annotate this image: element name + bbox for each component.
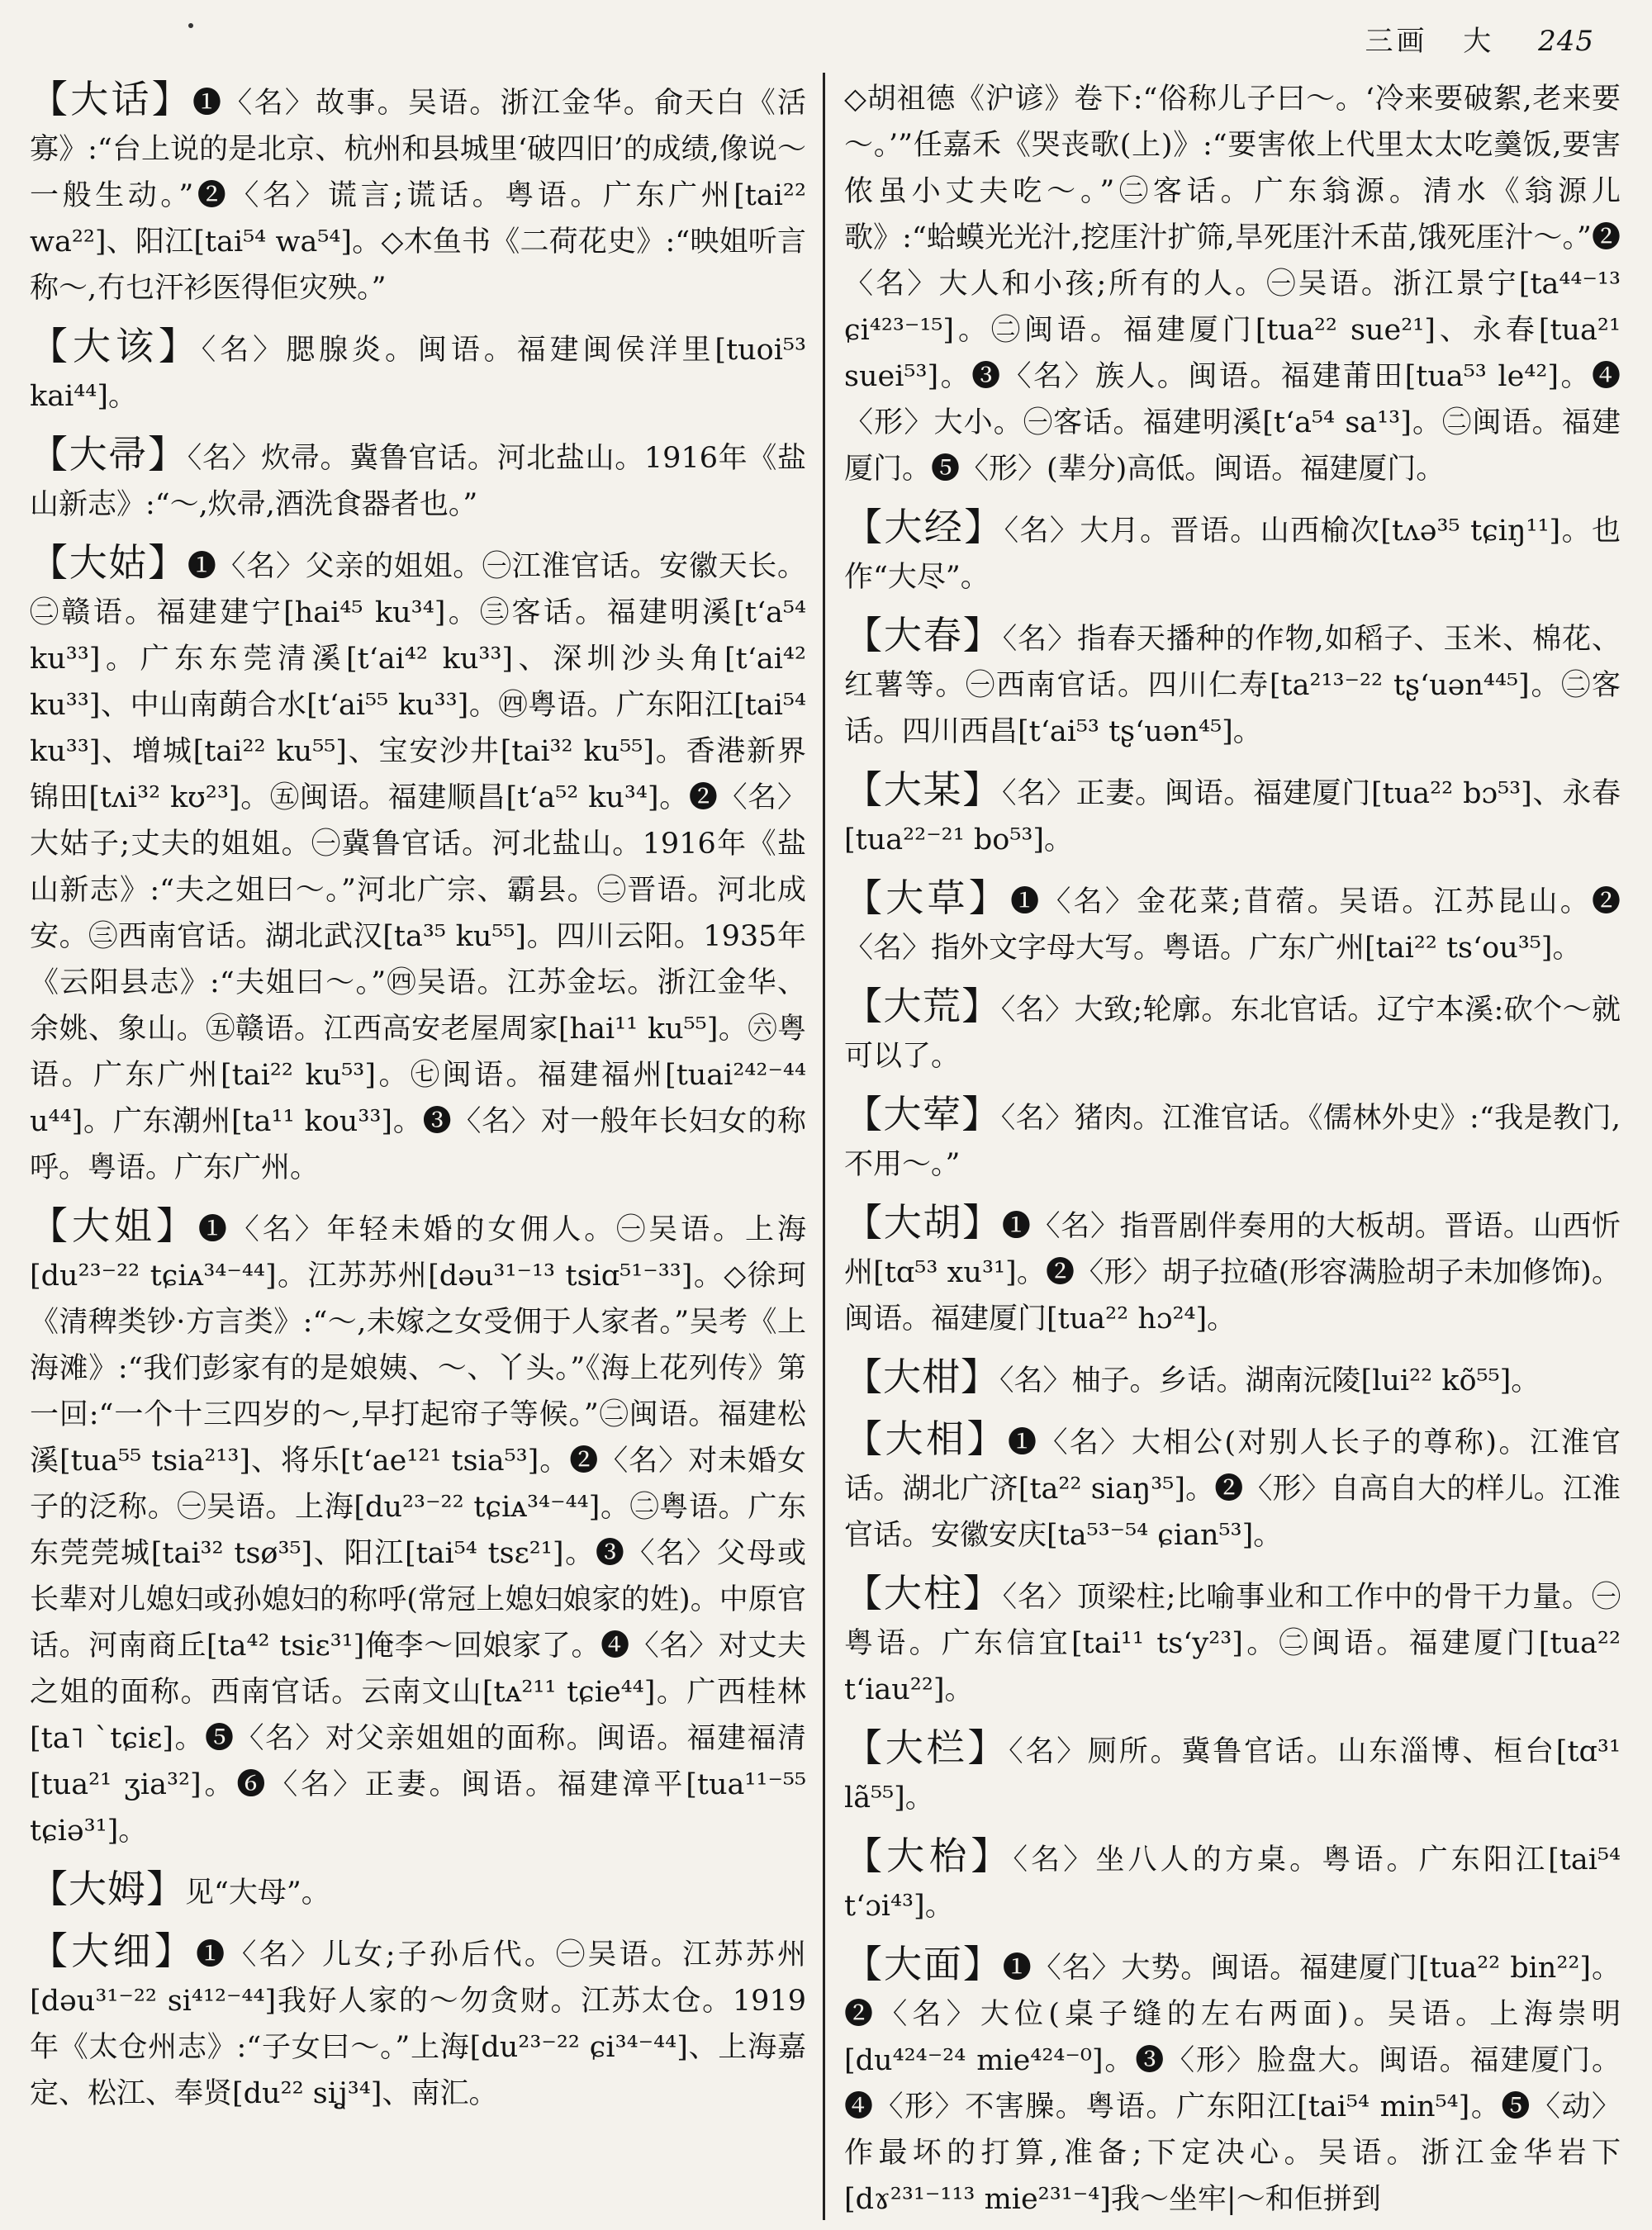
definition: 〈名〉厕所。冀鲁官话。山东淄博、桓台[tɑ³¹ lã⁵⁵]。 [844, 1735, 1621, 1815]
entry [844, 1354, 1621, 1404]
definition: ❶〈名〉年轻未婚的女佣人。㊀吴语。上海[du²³⁻²² tɕiᴀ³⁴⁻⁴⁴]。江苏苏州[dəu³¹⁻¹³ tsiɑ⁵¹⁻³³]。◇徐珂《清稗类钞·方言类》:“～,未嫁之女受佣于人家者。”吴考《上海滩》:“我们彭家有的是娘姨、～、丫头。”《海上花列传》第一回:“一个十三四岁的～,早打起帘子等候。”㊁闽语。福建松溪[tua⁵⁵ tsia²¹³]、将乐[t‘ae¹²¹ tsia⁵³]。❷〈名〉对未婚女子的泛称。㊀吴语。上海[du²³⁻²² tɕiᴀ³⁴⁻⁴⁴]。㊁粤语。广东东莞莞城[tai³² tsø³⁵]、阳江[tai⁵⁴ tsɛ²¹]。❸〈名〉父母或长辈对儿媳妇或孙媳妇的称呼(常冠上媳妇娘家的姓)。中原官话。河南商丘[ta⁴² tsiɛ³¹]俺李～回娘家了。❹〈名〉对丈夫之姐的面称。西南官话。云南文山[tᴀ²¹¹ tɕie⁴⁴]。广西桂林[ta˥ ˋtɕiɛ]。❺〈名〉对父亲姐姐的面称。闽语。福建福清[tua²¹ ʒia³²]。❻〈名〉正妻。闽语。福建漳平[tua¹¹⁻⁵⁵ tɕiə³¹]。 [30, 1213, 806, 1848]
definition: 〈名〉炊帚。冀鲁官话。河北盐山。1916年《盐山新志》:“～,炊帚,酒洗食器者也。” [30, 442, 806, 521]
headword: 【大草】 [844, 875, 1011, 920]
headword: 【大某】 [844, 767, 1002, 812]
entry [30, 323, 806, 420]
left-column [30, 76, 806, 2215]
definition: ❶〈名〉大相公(对别人长子的尊称)。江淮官话。湖北广济[ta²² siaŋ³⁵]。❷〈形〉自高自大的样儿。江淮官话。安徽安庆[ta⁵³⁻⁵⁴ ɕian⁵³]。 [844, 1426, 1621, 1552]
entry [30, 76, 806, 311]
entry [30, 1928, 806, 2117]
headword: 【大栏】 [844, 1725, 1009, 1770]
definition: 〈名〉猪肉。江淮官话。《儒林外史》:“我是教门,不用～。” [844, 1102, 1621, 1181]
headword: 【大面】 [844, 1942, 1003, 1986]
entry [30, 431, 806, 528]
headword: 【大帚】 [30, 432, 188, 477]
headword: 【大柑】 [844, 1355, 999, 1399]
definition: ❶〈名〉父亲的姐姐。㊀江淮官话。安徽天长。㊁赣语。福建建宁[hai⁴⁵ ku³⁴]。㊂客话。福建明溪[t‘a⁵⁴ ku³³]。广东东莞清溪[t‘ai⁴² ku³³]、深圳沙头角[t‘ai⁴² ku³³]、中山南蓢合水[t‘ai⁵⁵ ku³³]。㊃粤语。广东阳江[tai⁵⁴ ku³³]、增城[tai²² ku⁵⁵]、宝安沙井[tai³² ku⁵⁵]。香港新界锦田[tʌi³² kʊ²³]。㊄闽语。福建顺昌[t‘a⁵² ku³⁴]。❷〈名〉大姑子;丈夫的姐姐。㊀冀鲁官话。河北盐山。1916年《盐山新志》:“夫之姐曰～。”河北广宗、霸县。㊁晋语。河北成安。㊂西南官话。湖北武汉[ta³⁵ ku⁵⁵]。四川云阳。1935年《云阳县志》:“夫姐曰～。”㊃吴语。江苏金坛。浙江金华、余姚、象山。㊄赣语。江西高安老屋周家[hai¹¹ ku⁵⁵]。㊅粤语。广东广州[tai²² ku⁵³]。㊆闽语。福建福州[tuai²⁴²⁻⁴⁴ u⁴⁴]。广东潮州[ta¹¹ kou³³]。❸〈名〉对一般年长妇女的称呼。粤语。广东广州。 [30, 550, 806, 1184]
header-section: 三画 [1365, 25, 1428, 58]
definition: 〈名〉顶梁柱;比喻事业和工作中的骨干力量。㊀粤语。广东信宜[tai¹¹ ts‘y²³]。㊁闽语。福建厦门[tua²² t‘iau²²]。 [844, 1581, 1621, 1706]
entry [844, 1570, 1621, 1713]
entry [844, 1416, 1621, 1559]
definition: 〈名〉大月。晋语。山西榆次[tʌə³⁵ tɕiŋ¹¹]。也作“大尽”。 [844, 515, 1621, 594]
entry [844, 1833, 1621, 1929]
definition: 〈名〉大致;轮廓。东北官话。辽宁本溪:砍个～就可以了。 [844, 994, 1621, 1073]
definition: 〈名〉腮腺炎。闽语。福建闽侯洋里[tuoi⁵³ kai⁴⁴]。 [30, 334, 806, 413]
definition: 〈名〉指春天播种的作物,如稻子、玉米、棉花、红薯等。㊀西南官话。四川仁寿[ta²¹³⁻²² tʂ‘uən⁴⁴⁵]。㊁客话。四川西昌[t‘ai⁵³ tʂ‘uən⁴⁵]。 [844, 623, 1621, 748]
column-divider [823, 73, 825, 2220]
definition: 〈名〉坐八人的方桌。粤语。广东阳江[tai⁵⁴ t‘ɔi⁴³]。 [844, 1843, 1621, 1923]
headword: 【大话】 [30, 77, 193, 121]
page-number: 245 [1538, 25, 1594, 58]
right-column [844, 76, 1621, 2215]
page-header [1365, 18, 1594, 59]
entry [844, 875, 1621, 971]
headword: 【大柱】 [844, 1571, 1003, 1616]
entry [844, 1199, 1621, 1342]
headword: 【大姐】 [30, 1203, 198, 1248]
header-char: 大 [1463, 25, 1495, 58]
page-dot [188, 23, 193, 28]
headword: 【大姆】 [30, 1867, 185, 1911]
headword: 【大胡】 [844, 1200, 1002, 1245]
entry [844, 766, 1621, 863]
definition: ❶〈名〉金花菜;苜蓿。吴语。江苏昆山。❷〈名〉指外文字母大写。粤语。广东广州[tai²² ts‘ou³⁵]。 [844, 885, 1621, 965]
entry [844, 612, 1621, 755]
entry [844, 1941, 1621, 2215]
definition: 〈名〉正妻。闽语。福建厦门[tua²² bɔ⁵³]、永春[tua²²⁻²¹ bo⁵³]。 [844, 777, 1621, 856]
entry [30, 539, 806, 1191]
entry [30, 1203, 806, 1854]
definition: ❶〈名〉故事。吴语。浙江金华。俞天白《活寡》:“台上说的是北京、杭州和县城里‘破四旧’的成绩,像说～一般生动。”❷〈名〉谎言;谎话。粤语。广东广州[tai²² wa²²]、阳江[tai⁵⁴ wa⁵⁴]。◇木鱼书《二荷花史》:“映姐听言称～,冇乜汗衫医得佢灾殃。” [30, 87, 806, 305]
headword: 【大经】 [844, 505, 1004, 549]
continued-definition: ◇胡祖德《沪谚》卷下:“俗称儿子曰～。‘冷来要破絮,老来要～。’”任嘉禾《哭丧歌(上)》:“要害侬上代里太太吃羹饭,要害侬虽小丈夫吃～。”㊁客话。广东翁源。清水《翁源儿歌》:“蛤蟆光光汁,挖厓汁扩筛,旱死厓汁禾苗,饿死厓汁～。”❷〈名〉大人和小孩;所有的人。㊀吴语。浙江景宁[ta⁴⁴⁻¹³ ɕi⁴²³⁻¹⁵]。㊁闽语。福建厦门[tua²² sue²¹]、永春[tua²¹ suei⁵³]。❸〈名〉族人。闽语。福建莆田[tua⁵³ le⁴²]。❹〈形〉大小。㊀客话。福建明溪[t‘a⁵⁴ sa¹³]。㊁闽语。福建厦门。❺〈形〉(辈分)高低。闽语。福建厦门。 [844, 83, 1621, 486]
headword: 【大细】 [30, 1929, 197, 1973]
headword: 【大荒】 [844, 984, 1001, 1028]
headword: 【大枱】 [844, 1834, 1014, 1878]
headword: 【大该】 [30, 324, 202, 368]
definition: ❶〈名〉大势。闽语。福建厦门[tua²² bin²²]。❷〈名〉大位(桌子缝的左右两面)。吴语。上海崇明[du⁴²⁴⁻²⁴ mie⁴²⁴⁻⁰]。❸〈形〉脸盘大。闽语。福建厦门。❹〈形〉不害臊。粤语。广东阳江[tai⁵⁴ min⁵⁴]。❺〈动〉作最坏的打算,准备;下定决心。吴语。浙江金华岩下[dɤ²³¹⁻¹¹³ mie²³¹⁻⁴]我～坐牢|～和佢拼到 [844, 1952, 1621, 2215]
entry [844, 504, 1621, 600]
headword: 【大春】 [844, 613, 1003, 657]
entry [844, 1725, 1621, 1821]
entry [844, 983, 1621, 1079]
entry [844, 1091, 1621, 1188]
definition: 〈名〉柚子。乡话。湖南沅陵[lui²² kõ⁵⁵]。 [999, 1364, 1540, 1397]
headword: 【大荤】 [844, 1092, 1001, 1136]
definition: ❶〈名〉儿女;子孙后代。㊀吴语。江苏苏州[dəu³¹⁻²² si⁴¹²⁻⁴⁴]我好人家的～勿贪财。江苏太仓。1919年《太仓州志》:“子女曰～。”上海[du²³⁻²² ɕi³⁴⁻⁴⁴]、上海嘉定、松江、奉贤[du²² siʝ³⁴]、南汇。 [30, 1938, 806, 2110]
headword: 【大相】 [844, 1416, 1008, 1461]
definition: 见“大母”。 [185, 1877, 330, 1910]
entry [30, 1866, 806, 1916]
headword: 【大姑】 [30, 540, 188, 585]
definition: ❶〈名〉指晋剧伴奏用的大板胡。晋语。山西忻州[tɑ⁵³ xu³¹]。❷〈形〉胡子拉碴(形容满脸胡子未加修饰)。闽语。福建厦门[tua²² hɔ²⁴]。 [844, 1210, 1621, 1336]
